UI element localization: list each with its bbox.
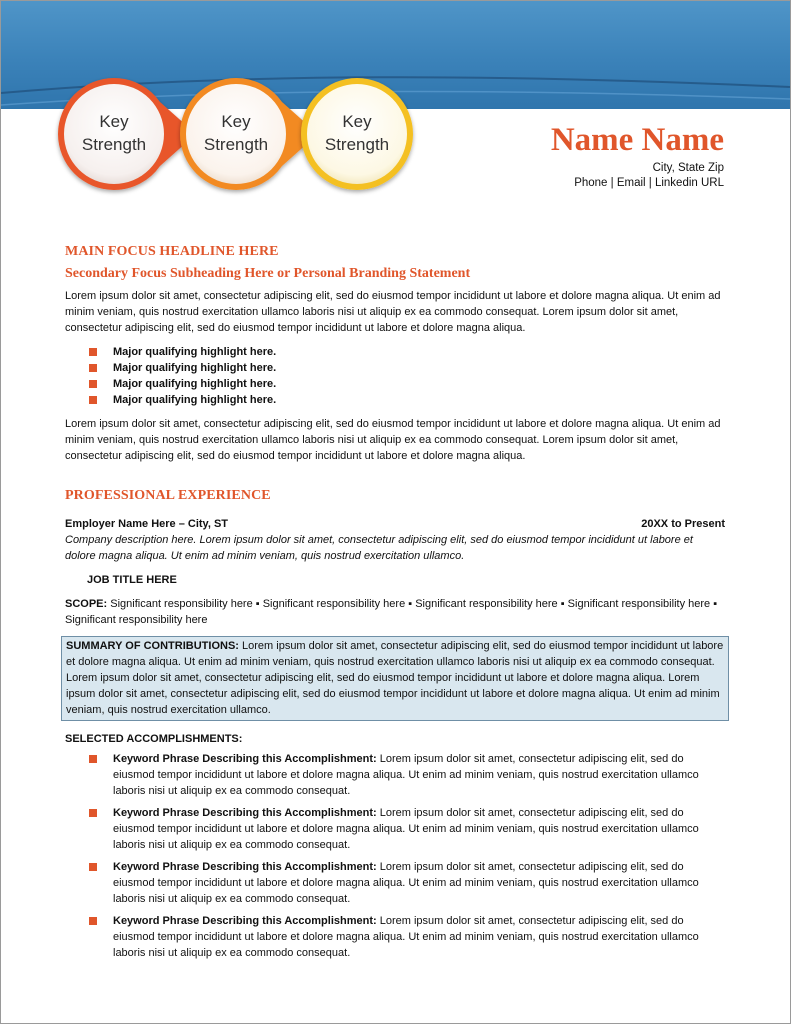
- key-strength-label-3: [302, 110, 412, 156]
- location-line: City, State Zip: [652, 162, 724, 174]
- bullet-square-icon: [89, 755, 97, 763]
- main-focus-headline: MAIN FOCUS HEADLINE HERE: [65, 244, 279, 259]
- scope-text: Significant responsibility here ▪ Significant responsibility here ▪ Significant responsibility here ▪ Significant responsibility here ▪ Significant responsibility here: [65, 598, 718, 626]
- focus-paragraph-2: Lorem ipsum dolor sit amet, consectetur adipiscing elit, sed do eiusmod tempor incididunt ut labore et dolore magna aliqua. Ut enim ad minim veniam, quis nostrud exercitation ullamco laboris nisi ut aliquip ex ea commodo consequat. Lorem ipsum dolor sit amet, consectetur adipiscing elit, sed do eiusmod tempor incididunt ut labore et dolore magna aliqua.: [65, 418, 721, 462]
- bullet-square-icon: [89, 380, 97, 388]
- accomplishment-text: Lorem ipsum dolor sit amet, consectetur adipiscing elit, sed do eiusmod tempor incididunt ut labore et dolore magna aliqua. Ut enim ad minim veniam, quis nostrud exercitation ullamco laboris nisi ut aliquip ex ea commodo consequat.: [113, 915, 699, 959]
- bullet-square-icon: [89, 917, 97, 925]
- accomplishment-text: Lorem ipsum dolor sit amet, consectetur adipiscing elit, sed do eiusmod tempor incididunt ut labore et dolore magna aliqua. Ut enim ad minim veniam, quis nostrud exercitation ullamco laboris nisi ut aliquip ex ea commodo consequat.: [113, 753, 699, 797]
- accomplishment-keyword: Keyword Phrase Describing this Accomplishment:: [113, 807, 377, 819]
- resume-body: [65, 244, 725, 967]
- accomplishment-keyword: Keyword Phrase Describing this Accomplishment:: [113, 915, 377, 927]
- accomplishment-text: Lorem ipsum dolor sit amet, consectetur adipiscing elit, sed do eiusmod tempor incididunt ut labore et dolore magna aliqua. Ut enim ad minim veniam, quis nostrud exercitation ullamco laboris nisi ut aliquip ex ea commodo consequat.: [113, 861, 699, 905]
- highlight-list: [65, 344, 725, 408]
- key-strength-3-line2: Strength: [324, 135, 390, 154]
- bullet-square-icon: [89, 396, 97, 404]
- highlight-text: Major qualifying highlight here.: [113, 362, 277, 374]
- summary-box: [61, 636, 729, 721]
- job-title: JOB TITLE HERE: [87, 574, 177, 586]
- accomplishment-item: [65, 913, 725, 961]
- bullet-square-icon: [89, 863, 97, 871]
- highlight-text: Major qualifying highlight here.: [113, 346, 277, 358]
- accomplishment-text: Lorem ipsum dolor sit amet, consectetur adipiscing elit, sed do eiusmod tempor incididunt ut labore et dolore magna aliqua. Ut enim ad minim veniam, quis nostrud exercitation ullamco laboris nisi ut aliquip ex ea commodo consequat.: [113, 807, 699, 851]
- accomplishment-keyword: Keyword Phrase Describing this Accomplishment:: [113, 753, 377, 765]
- employment-dates: 20XX to Present: [641, 518, 725, 530]
- scope-label: SCOPE:: [65, 598, 108, 610]
- highlight-text: Major qualifying highlight here.: [113, 394, 277, 406]
- key-strength-label-2: [181, 110, 291, 156]
- accomplishment-list: [65, 751, 725, 961]
- bullet-square-icon: [89, 348, 97, 356]
- accomplishment-keyword: Keyword Phrase Describing this Accomplishment:: [113, 861, 377, 873]
- accomplishments-heading: SELECTED ACCOMPLISHMENTS:: [65, 733, 243, 745]
- key-strength-2-line1: Key: [221, 112, 251, 131]
- focus-subheading: Secondary Focus Subheading Here or Personal Branding Statement: [65, 266, 471, 281]
- highlight-item: [65, 376, 725, 392]
- key-strength-circles: [0, 0, 450, 200]
- employer-row: [65, 516, 725, 532]
- highlight-item: [65, 344, 725, 360]
- bullet-square-icon: [89, 809, 97, 817]
- highlight-item: [65, 392, 725, 408]
- experience-heading: PROFESSIONAL EXPERIENCE: [65, 488, 271, 503]
- accomplishment-item: [65, 859, 725, 907]
- highlight-text: Major qualifying highlight here.: [113, 378, 277, 390]
- key-strength-1-line1: Key: [99, 112, 129, 131]
- bullet-square-icon: [89, 364, 97, 372]
- contact-line: Phone | Email | Linkedin URL: [574, 177, 724, 189]
- accomplishment-item: [65, 751, 725, 799]
- company-description: Company description here. Lorem ipsum dolor sit amet, consectetur adipiscing elit, sed do eiusmod tempor incididunt ut labore et dolore magna aliqua. Ut enim ad minim veniam, quis nostrud exercitation ullamco.: [65, 534, 693, 562]
- summary-label: SUMMARY OF CONTRIBUTIONS:: [66, 640, 239, 652]
- key-strength-label-1: [59, 110, 169, 156]
- key-strength-3-line1: Key: [342, 112, 372, 131]
- summary-text: Lorem ipsum dolor sit amet, consectetur adipiscing elit, sed do eiusmod tempor incididunt ut labore et dolore magna aliqua. Ut enim ad minim veniam, quis nostrud exercitation ullamco laboris nisi ut aliquip ex ea commodo consequat. Lorem ipsum dolor sit amet, consectetur adipiscing elit, sed do eiusmod tempor incididunt ut labore et dolore magna aliqua. Lorem ipsum dolor sit amet, consectetur adipiscing elit, sed do eiusmod tempor incididunt ut labore et dolore magna aliqua. Ut enim ad minim veniam, quis nostrud exercitation ullamco.: [66, 640, 724, 716]
- key-strength-1-line2: Strength: [81, 135, 147, 154]
- key-strength-2-line2: Strength: [203, 135, 269, 154]
- accomplishment-item: [65, 805, 725, 853]
- employer-name: Employer Name Here – City, ST: [65, 518, 229, 530]
- candidate-name: Name Name: [550, 122, 724, 158]
- highlight-item: [65, 360, 725, 376]
- focus-paragraph-1: Lorem ipsum dolor sit amet, consectetur adipiscing elit, sed do eiusmod tempor incididunt ut labore et dolore magna aliqua. Ut enim ad minim veniam, quis nostrud exercitation ullamco laboris nisi ut aliquip ex ea commodo consequat. Lorem ipsum dolor sit amet, consectetur adipiscing elit, sed do eiusmod tempor incididunt ut labore et dolore magna aliqua.: [65, 290, 721, 334]
- key-strength-graphic: [0, 0, 450, 200]
- scope-paragraph: [65, 596, 725, 628]
